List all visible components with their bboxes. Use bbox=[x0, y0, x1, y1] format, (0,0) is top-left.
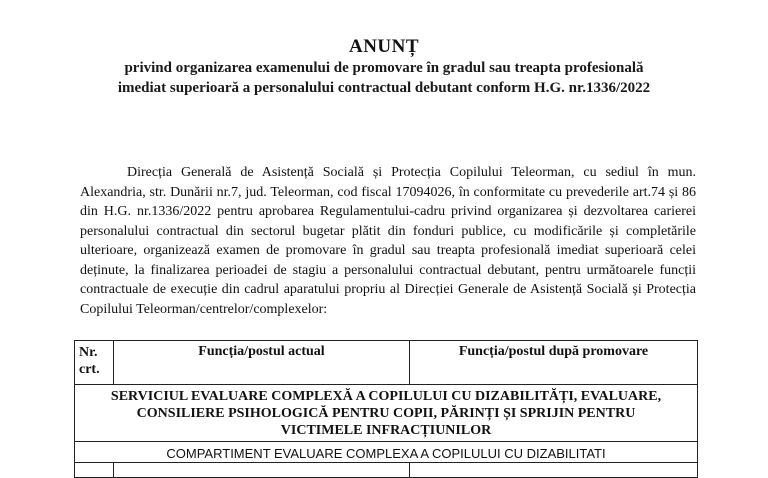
column-header-nr: Nr. crt. bbox=[75, 341, 114, 385]
column-header-current-post: Funcția/postul actual bbox=[114, 341, 410, 385]
table-row-service bbox=[75, 385, 698, 442]
table-cell-current-post bbox=[114, 463, 410, 478]
table-header-row bbox=[75, 341, 698, 385]
compartment-name: COMPARTIMENT EVALUARE COMPLEXA A COPILULUI CU DIZABILITATI bbox=[75, 442, 698, 463]
table-cell-nr bbox=[75, 463, 114, 478]
document-title: ANUNȚ bbox=[348, 36, 420, 57]
column-header-post-after-promotion: Funcția/postul după promovare bbox=[410, 341, 698, 385]
service-name: SERVICIUL EVALUARE COMPLEXĂ A COPILULUI CU DIZABILITĂȚI, EVALUARE, CONSILIERE PSIHOLOGICĂ PENTRU COPII, PĂRINȚI ȘI SPRIJIN PENTRU VICTIMELE INFRACȚIUNILOR bbox=[75, 385, 698, 442]
announcement-body bbox=[80, 163, 696, 319]
subtitle-line-2: imediat superioară a personalului contractual debutant conform H.G. nr.1336/2022 bbox=[117, 80, 651, 96]
table-row-compartment bbox=[75, 442, 698, 463]
table-cell-post-after bbox=[410, 463, 698, 478]
positions-table bbox=[74, 340, 698, 478]
announcement-paragraph: Direcția Generală de Asistență Socială și Protecția Copilului Teleorman, cu sediul în mun. Alexandria, str. Dunării nr.7, jud. Teleorman, cod fiscal 17094026, în conformitate cu prevederile art.74 și 86 din H.G. nr.1336/2022 pentru aprobarea Regulamentului-cadru privind organizarea și dezvoltarea carierei personalului contractual din sectorul bugetar plătit din fonduri publice, cu modificările și completările ulterioare, organizează examen de promovare în gradul sau treapta profesională imediat superioară celei deținute, la finalizarea perioadei de stagiu a personalului contractual debutant, pentru următoarele funcții contractuale de execuție din cadrul aparatului propriu al Direcției Generale de Asistență Socială și Protecția Copilului Teleorman/centrelor/complexelor: bbox=[80, 165, 696, 317]
document-subtitle bbox=[40, 58, 728, 98]
subtitle-line-1: privind organizarea examenului de promovare în gradul sau treapta profesională bbox=[124, 60, 644, 76]
table-row bbox=[75, 463, 698, 478]
